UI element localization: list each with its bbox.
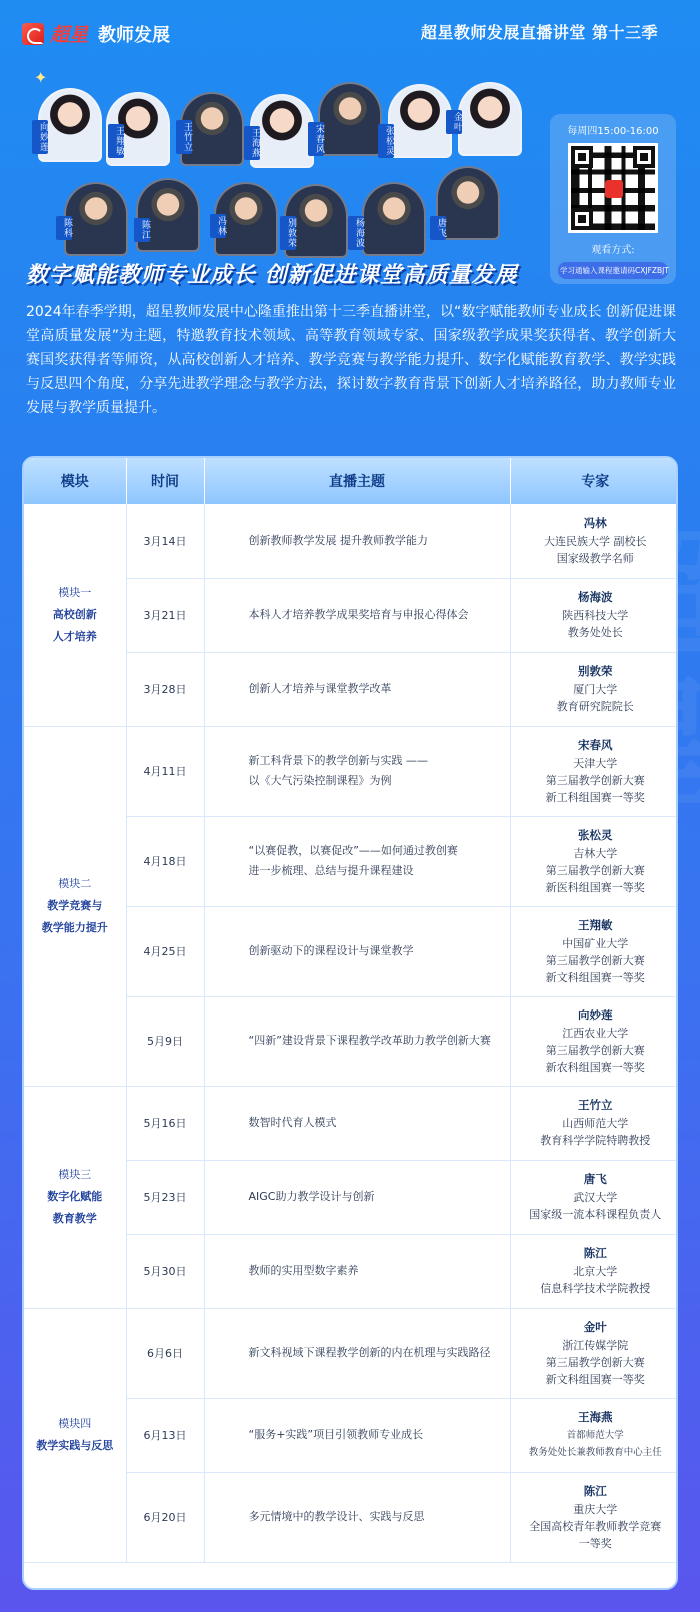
- topic-line: 创新人才培养与课堂教学改革: [248, 682, 392, 695]
- module-title: 教学实践与反思: [36, 1439, 114, 1452]
- module-cell: [24, 504, 126, 726]
- expert-cell: [510, 652, 678, 726]
- topic-line: 新文科视域下课程教学创新的内在机理与实践路径: [248, 1346, 491, 1359]
- expert-detail: 吉林大学: [573, 846, 618, 860]
- topic-line: 进一步梳理、总结与提升课程建设: [248, 864, 414, 877]
- expert-detail: 陕西科技大学: [562, 609, 629, 622]
- qr-finder-icon: [571, 146, 593, 168]
- expert-detail: 教务处处长: [567, 626, 623, 639]
- expert-detail: 教务处处长兼教师教育中心主任: [528, 1447, 662, 1458]
- speaker-nametag: 王翔敏: [108, 124, 124, 158]
- module-cell: [24, 1086, 126, 1308]
- topic-cell: [204, 1086, 510, 1160]
- expert-detail: 一等奖: [578, 1536, 612, 1550]
- header-date: 时间: [126, 458, 204, 504]
- expert-cell: [510, 1308, 678, 1398]
- topic-cell: [204, 1160, 510, 1234]
- table-row: [24, 504, 678, 578]
- topic-cell: [204, 1472, 510, 1562]
- expert-detail: 新工科组国赛一等奖: [545, 790, 645, 804]
- expert-detail: 国家级一流本科课程负责人: [529, 1208, 662, 1221]
- qr-finder-icon: [633, 146, 655, 168]
- chaoxing-logo-icon: [22, 23, 44, 45]
- expert-name: 陈江: [583, 1483, 607, 1498]
- speaker-nametag: 唐飞: [430, 216, 446, 240]
- topic-cell: [204, 1398, 510, 1472]
- expert-detail: 第三届教学创新大赛: [545, 1043, 645, 1057]
- top-bar: [0, 0, 700, 62]
- expert-cell: [510, 1086, 678, 1160]
- speaker-nametag: 陈江: [134, 218, 150, 242]
- speaker-photos: [22, 74, 542, 274]
- expert-name: 唐飞: [583, 1172, 607, 1186]
- topic-line: 教师的实用型数字素养: [248, 1264, 359, 1277]
- expert-cell: [510, 816, 678, 906]
- table-row: [24, 1308, 678, 1398]
- expert-name: 向妙莲: [578, 1007, 613, 1022]
- speaker-nametag: 张松灵: [378, 124, 394, 158]
- expert-name: 王海燕: [578, 1410, 613, 1424]
- date-cell: 6月13日: [126, 1398, 204, 1472]
- topic-line: “四新”建设背景下课程教学改革助力教学创新大赛: [248, 1034, 491, 1047]
- module-label: 模块二: [58, 877, 92, 890]
- module-cell: [24, 1308, 126, 1562]
- speaker-nametag: 别敦荣: [280, 216, 296, 250]
- qr-code-image[interactable]: [568, 143, 658, 233]
- logo-text: 超星: [50, 24, 89, 46]
- date-cell: 5月9日: [126, 996, 204, 1086]
- expert-detail: 天津大学: [573, 756, 618, 770]
- date-cell: 4月11日: [126, 726, 204, 816]
- topic-line: 新工科背景下的教学创新与实践 ——: [248, 754, 428, 767]
- module-title: 高校创新: [52, 607, 97, 621]
- expert-cell: [510, 1398, 678, 1472]
- date-cell: 4月25日: [126, 906, 204, 996]
- module-label: 模块四: [58, 1417, 92, 1430]
- expert-name: 张松灵: [578, 827, 613, 842]
- date-cell: 5月30日: [126, 1234, 204, 1308]
- broadcast-time: 每周四15:00-16:00: [567, 126, 659, 137]
- table-row: [24, 1086, 678, 1160]
- expert-detail: 新文科组国赛一等奖: [545, 970, 645, 984]
- expert-cell: [510, 1472, 678, 1562]
- speaker-nametag: 王海燕: [244, 126, 260, 160]
- speaker-nametag: 杨海波: [348, 216, 364, 250]
- hero-slogan: 数字赋能教师专业成长 创新促进课堂高质量发展: [26, 263, 518, 288]
- topic-line: 以《大气污染控制课程》为例: [248, 774, 392, 787]
- speaker-nametag: 宋春风: [308, 122, 324, 156]
- module-title: 教育教学: [52, 1212, 97, 1225]
- expert-cell: [510, 996, 678, 1086]
- expert-detail: 第三届教学创新大赛: [545, 863, 645, 877]
- date-cell: 5月16日: [126, 1086, 204, 1160]
- expert-detail: 第三届教学创新大赛: [545, 953, 645, 967]
- expert-detail: 新医科组国赛一等奖: [545, 880, 645, 894]
- watch-label: 观看方式:: [591, 245, 635, 256]
- expert-name: 王竹立: [578, 1098, 613, 1112]
- topic-line: 创新教师教学发展 提升教师教学能力: [248, 533, 428, 547]
- date-cell: 6月6日: [126, 1308, 204, 1398]
- date-cell: 3月14日: [126, 504, 204, 578]
- topic-cell: [204, 1308, 510, 1398]
- expert-cell: [510, 504, 678, 578]
- topic-line: “以赛促教，以赛促改”——如何通过教创赛: [248, 844, 458, 857]
- expert-name: 冯林: [583, 515, 607, 530]
- expert-name: 王翔敏: [578, 917, 613, 932]
- season-title: 超星教师发展直播讲堂 第十三季: [420, 23, 658, 42]
- topic-line: 创新驱动下的课程设计与课堂教学: [248, 944, 414, 957]
- chaoxing-logo-icon: [605, 180, 623, 198]
- speaker-photo: [362, 182, 426, 256]
- date-cell: 6月20日: [126, 1472, 204, 1562]
- qr-card: [550, 114, 676, 284]
- topic-line: 本科人才培养教学成果奖培育与申报心得体会: [248, 608, 469, 621]
- date-cell: 5月23日: [126, 1160, 204, 1234]
- expert-detail: 中国矿业大学: [562, 936, 629, 950]
- expert-detail: 国家级教学名师: [556, 551, 634, 565]
- expert-detail: 教育研究院院长: [556, 700, 634, 713]
- header-module: 模块: [24, 458, 126, 504]
- expert-detail: 第三届教学创新大赛: [545, 1355, 645, 1369]
- topic-cell: [204, 578, 510, 652]
- expert-name: 宋春风: [578, 737, 613, 752]
- speaker-nametag: 向妙莲: [32, 120, 48, 154]
- expert-name: 别敦荣: [578, 664, 613, 678]
- module-title: 教学竞赛与: [47, 899, 103, 912]
- expert-detail: 全国高校青年教师教学竞赛: [529, 1519, 662, 1533]
- expert-detail: 山西师范大学: [562, 1117, 629, 1130]
- expert-detail: 浙江传媒学院: [562, 1338, 629, 1352]
- expert-cell: [510, 906, 678, 996]
- table-row: [24, 726, 678, 816]
- topic-line: “服务+实践”项目引领教师专业成长: [248, 1428, 424, 1441]
- schedule-table: [22, 456, 678, 1590]
- module-label: 模块一: [58, 585, 92, 599]
- expert-detail: 北京大学: [573, 1265, 618, 1278]
- topic-cell: [204, 906, 510, 996]
- module-cell: [24, 726, 126, 1086]
- module-title: 人才培养: [52, 629, 97, 643]
- logo-subtitle: 教师发展: [98, 24, 171, 46]
- topic-cell: [204, 726, 510, 816]
- date-cell: 3月28日: [126, 652, 204, 726]
- expert-detail: 新农科组国赛一等奖: [545, 1060, 645, 1074]
- qr-finder-icon: [571, 208, 593, 230]
- expert-cell: [510, 578, 678, 652]
- expert-name: 金叶: [583, 1319, 607, 1334]
- topic-cell: [204, 1234, 510, 1308]
- topic-cell: [204, 996, 510, 1086]
- topic-cell: [204, 652, 510, 726]
- speaker-photo: [64, 182, 128, 256]
- speaker-photo: [318, 82, 382, 156]
- expert-cell: [510, 1160, 678, 1234]
- expert-detail: 重庆大学: [573, 1502, 618, 1516]
- topic-cell: [204, 816, 510, 906]
- sparkle-icon: ✦: [34, 68, 48, 87]
- speaker-nametag: 冯林: [210, 214, 226, 238]
- expert-name: 陈江: [583, 1246, 607, 1260]
- topic-cell: [204, 504, 510, 578]
- date-cell: 3月21日: [126, 578, 204, 652]
- expert-cell: [510, 726, 678, 816]
- expert-cell: [510, 1234, 678, 1308]
- intro-paragraph: 2024年春季学期，超星教师发展中心隆重推出第十三季直播讲堂，以“数字赋能教师专业成长 创新促进课堂高质量发展”为主题，特邀教育技术领域、高等教育领域专家、国家级教学成果奖获得者、教学创新大赛国奖获得者等师资，从高校创新人才培养、教学竞赛与教学能力提升、数字化赋能教育教学、教学实践与反思四个角度，分享先进教学理念与教学方法，探讨数字教育背景下创新人才培养路径，助力教师专业发展与教学质量提升。: [26, 304, 676, 416]
- module-label: 模块三: [58, 1168, 92, 1181]
- hero-banner: [0, 62, 700, 292]
- topic-line: 多元情境中的教学设计、实践与反思: [248, 1510, 425, 1523]
- expert-detail: 厦门大学: [573, 683, 618, 696]
- date-cell: 4月18日: [126, 816, 204, 906]
- module-title: 教学能力提升: [41, 921, 108, 934]
- topic-line: 数智时代育人模式: [248, 1116, 337, 1129]
- expert-detail: 教育科学学院特聘教授: [540, 1134, 651, 1147]
- speaker-photo: [388, 84, 452, 158]
- expert-detail: 新文科组国赛一等奖: [545, 1372, 645, 1386]
- expert-detail: 武汉大学: [573, 1191, 618, 1204]
- expert-detail: 第三届教学创新大赛: [545, 773, 645, 787]
- table-header-row: [24, 458, 678, 504]
- invite-code-badge: 学习通输入课程邀请码CXJFZBJT: [558, 262, 668, 279]
- expert-detail: 大连民族大学 副校长: [544, 534, 647, 548]
- header-expert: 专家: [510, 458, 678, 504]
- module-title: 数字化赋能: [47, 1190, 103, 1203]
- expert-detail: 信息科学技术学院教授: [540, 1282, 651, 1295]
- header-topic: 直播主题: [204, 458, 510, 504]
- speaker-nametag: 王竹立: [176, 120, 192, 154]
- brand-logo: [22, 20, 170, 47]
- speaker-nametag: 陈科: [56, 216, 72, 240]
- speaker-nametag: 金叶: [446, 110, 462, 134]
- expert-name: 杨海波: [578, 590, 613, 604]
- expert-detail: 江西农业大学: [562, 1026, 629, 1040]
- topic-line: AIGC助力教学设计与创新: [248, 1190, 375, 1203]
- speaker-photo: [458, 82, 522, 156]
- expert-detail: 首都师范大学: [566, 1430, 624, 1441]
